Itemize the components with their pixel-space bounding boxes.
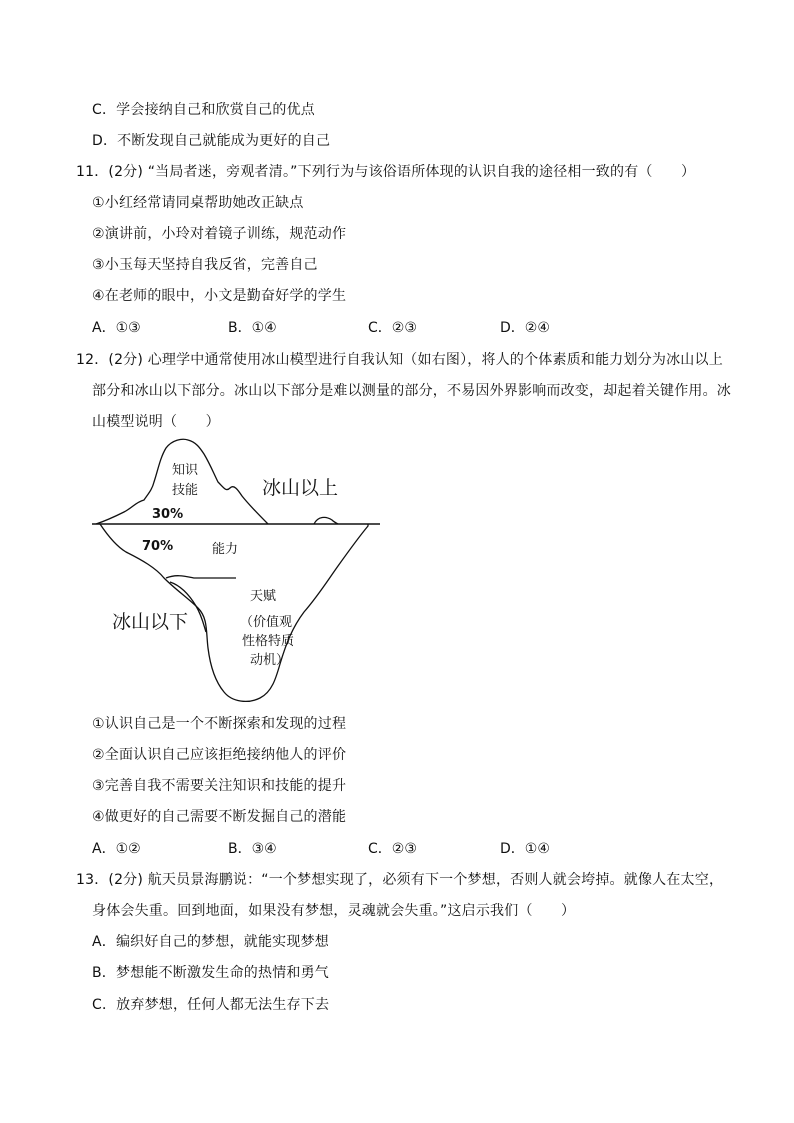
- label-skills: 技能: [172, 483, 199, 498]
- label-below-water: 冰山以下: [112, 611, 189, 633]
- q13-stem-line-1: 13．(2分) 航天员景海鹏说：“一个梦想实现了，必须有下一个梦想，否则人就会垮掉。就像人在太空，: [76, 872, 724, 888]
- q13-stem-line-2: 身体会失重。回到地面，如果没有梦想，灵魂就会失重。”这启示我们（ ）: [92, 903, 576, 919]
- label-knowledge: 知识: [172, 463, 199, 478]
- iceberg-small-floe: [314, 517, 338, 524]
- q11-item-3: ③小玉每天坚持自我反省，完善自己: [92, 257, 318, 273]
- q12-item-4: ④做更好的自己需要不断发掘自己的潜能: [92, 809, 347, 825]
- q13-option-c: C．放弃梦想，任何人都无法生存下去: [92, 997, 330, 1013]
- label-above-water: 冰山以上: [262, 477, 339, 499]
- label-pct-below: 70%: [142, 539, 174, 554]
- q12-option-c: C．②③: [368, 841, 417, 857]
- label-values-line-1: （价值观: [240, 615, 293, 630]
- q11-item-1: ①小红经常请同桌帮助她改正缺点: [92, 195, 304, 211]
- q12-item-1: ①认识自己是一个不断探索和发现的过程: [92, 716, 347, 732]
- q11-options: [92, 318, 712, 338]
- q11-option-b: B．①④: [228, 320, 277, 336]
- label-pct-above: 30%: [152, 507, 184, 522]
- q11-option-c: C．②③: [368, 320, 417, 336]
- q12-options: [92, 839, 712, 859]
- q13-option-a: A．编织好自己的梦想，就能实现梦想: [92, 934, 329, 950]
- q12-option-a: A．①②: [92, 841, 141, 857]
- label-ability: 能力: [212, 542, 239, 557]
- q12-item-3: ③完善自我不需要关注知识和技能的提升: [92, 778, 347, 794]
- q10-option-c: C．学会接纳自己和欣赏自己的优点: [92, 102, 315, 118]
- label-values-line-3: 动机）: [250, 653, 290, 668]
- q12-option-b: B．③④: [228, 841, 277, 857]
- iceberg-fold-line: [166, 576, 236, 578]
- q11-item-4: ④在老师的眼中，小文是勤奋好学的学生: [92, 288, 347, 304]
- label-talent: 天赋: [250, 589, 277, 604]
- q12-item-2: ②全面认识自己应该拒绝接纳他人的评价: [92, 747, 347, 763]
- label-values-line-2: 性格特质: [242, 634, 295, 649]
- q11-item-2: ②演讲前，小玲对着镜子训练，规范动作: [92, 226, 347, 242]
- q11-option-d: D．②④: [500, 320, 550, 336]
- q12-stem-line-3: 山模型说明（ ）: [92, 414, 220, 430]
- q13-option-b: B．梦想能不断激发生命的热情和勇气: [92, 965, 330, 981]
- q12-stem-line-1: 12．(2分) 心理学中通常使用冰山模型进行自我认知（如右图），将人的个体素质和能力划分为冰山以上: [76, 352, 723, 368]
- q11-stem: 11．(2分) “当局者迷，旁观者清。”下列行为与该俗语所体现的认识自我的途径相一致的有（ ）: [76, 164, 696, 180]
- q10-option-d: D．不断发现自己就能成为更好的自己: [92, 133, 331, 149]
- q12-option-d: D．①④: [500, 841, 550, 857]
- q12-stem-line-2: 部分和冰山以下部分。冰山以下部分是难以测量的部分，不易因外界影响而改变，却起着关键作用。冰: [92, 383, 731, 399]
- iceberg-model-figure: [92, 436, 382, 706]
- q11-option-a: A．①③: [92, 320, 141, 336]
